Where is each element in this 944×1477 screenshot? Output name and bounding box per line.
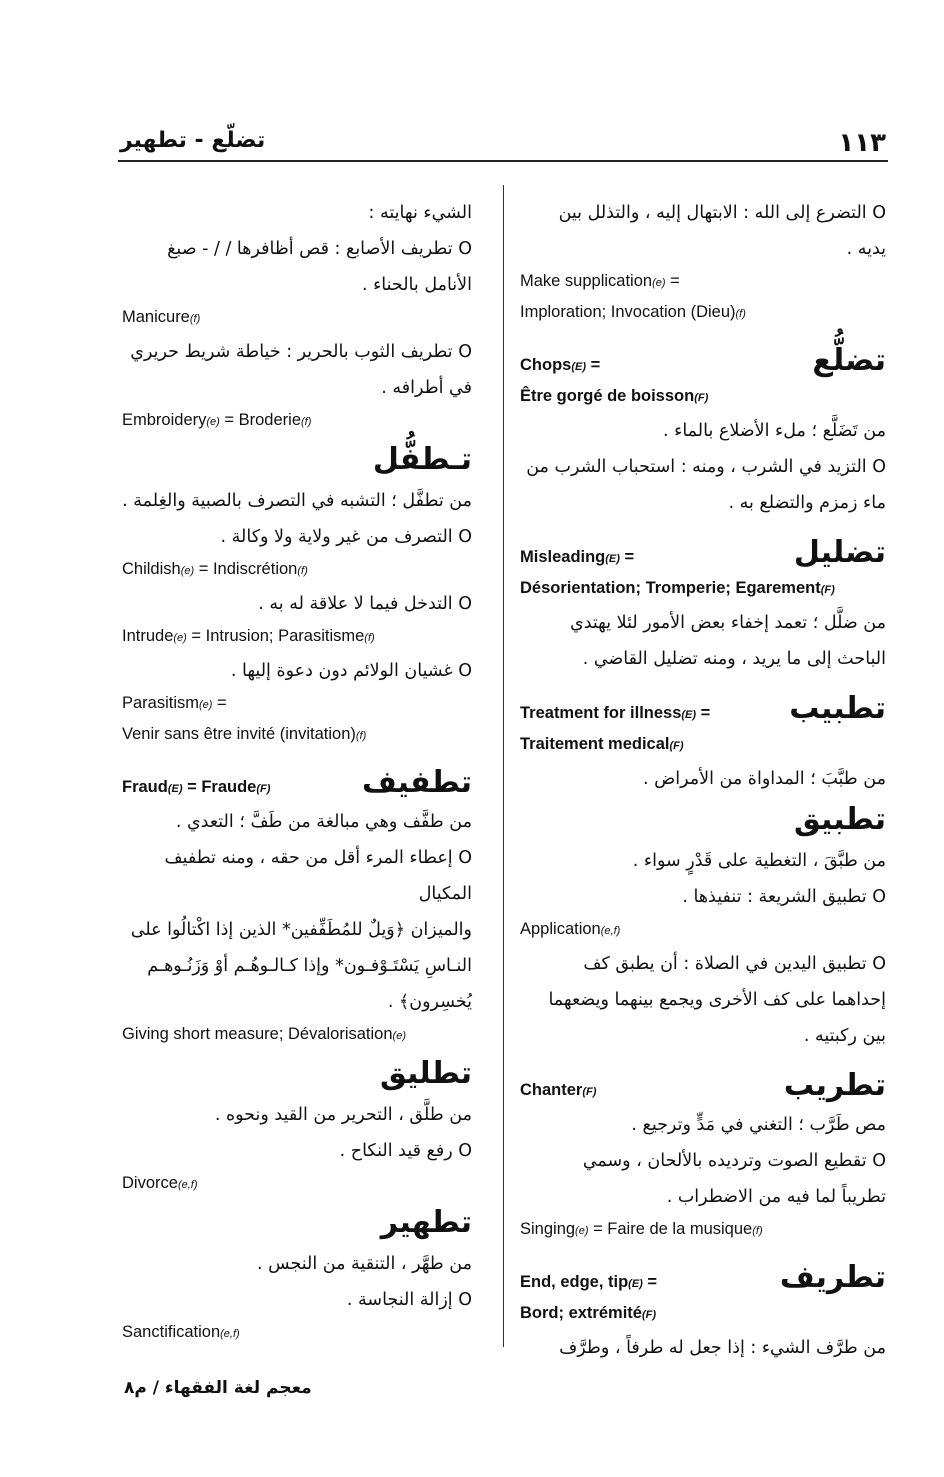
entry-text: O التدخل فيما لا علاقة له به .	[258, 594, 472, 614]
entry-text: O غشيان الولائم دون دعوة إليها .	[230, 661, 472, 681]
headword: تطبيق	[793, 802, 886, 837]
headword: تطبيب	[789, 691, 886, 726]
translation-heading: Être gorgé de boisson(F)	[520, 387, 709, 405]
entry-text: O التضرع إلى الله : الابتهال إليه ، والتذلل بين	[558, 203, 886, 223]
headword: تطريب	[783, 1068, 886, 1103]
entry-text: O تطبيق اليدين في الصلاة : أن يطبق كف	[583, 954, 886, 974]
translation: Imploration; Invocation (Dieu)(f)	[520, 303, 746, 321]
translation: Embroidery(e) = Broderie(f)	[122, 411, 312, 429]
entry-text: من تَضَلَّع ؛ ملء الأضلاع بالماء .	[662, 421, 886, 441]
entry-text: من طبَّقَ ، التغطية على قَدْرٍ سواء .	[632, 851, 886, 871]
entry-header	[520, 343, 886, 382]
entry-text: من ضلَّل ؛ تعمد إخفاء بعض الأمور لئلا يهتدي	[570, 613, 886, 633]
entry-text: والميزان ﴿وَيلٌ للمُطَفِّفين* الذين إذا اكْتالُوا على	[130, 920, 472, 940]
translation: Parasitism(e) =	[122, 694, 227, 712]
translation-heading: End, edge, tip(E) =	[520, 1273, 658, 1291]
translation-heading: Bord; extrémité(F)	[520, 1304, 656, 1322]
entry-text: الأنامل بالحناء .	[361, 275, 472, 295]
translation: Application(e,f)	[520, 920, 621, 938]
entry-text: النـاسِ يَسْتَـوْفـون* وإذا كـالـوهُـم أوْ وَزَنُـوهـم	[147, 956, 472, 976]
translation: Childish(e) = Indiscrétion(f)	[122, 560, 308, 578]
entry-text: يديه .	[846, 239, 886, 259]
translation: Divorce(e,f)	[122, 1174, 198, 1192]
translation-heading: Chops(E) =	[520, 356, 601, 374]
entry-text: إحداهما على كف الأخرى ويجمع بينهما ويضعهما	[548, 990, 886, 1010]
running-head: تضلّع - تطهير	[120, 128, 266, 153]
left-column	[122, 195, 472, 1349]
right-column	[520, 195, 886, 1366]
translation: Giving short measure; Dévalorisation(e)	[122, 1025, 406, 1043]
entry-text: من طرَّف الشيء : إذا جعل له طرفاً ، وطرَّف	[559, 1338, 886, 1358]
entry-header	[520, 535, 886, 574]
entry-text: من طهَّر ، التنقية من النجس .	[257, 1254, 472, 1274]
entry-text: O التزيد في الشرب ، ومنه : استحباب الشرب من	[526, 457, 886, 477]
page-footer: معجم لغة الفقهاء / م٨	[124, 1378, 312, 1398]
entry-text: يُخسِرون﴾ .	[387, 992, 472, 1012]
translation-heading: Treatment for illness(E) =	[520, 704, 711, 722]
entry-header	[520, 1260, 886, 1299]
entry-text: الشيء نهايته :	[368, 203, 472, 223]
entry-text: O تقطيع الصوت وترديده بالألحان ، وسمي	[582, 1151, 886, 1171]
translation-heading: Chanter(F)	[520, 1081, 597, 1099]
translation: Intrude(e) = Intrusion; Parasitisme(f)	[122, 627, 375, 645]
entry-text: مص طَرَّب ؛ التغني في مَدٍّ وترجيع .	[631, 1115, 886, 1135]
headword: تضلُّع	[812, 343, 886, 378]
translation: Singing(e) = Faire de la musique(f)	[520, 1220, 763, 1238]
entry-text: الباحث إلى ما يريد ، ومنه تضليل القاضي .	[582, 649, 886, 669]
headword: تطليق	[379, 1056, 472, 1091]
translation-heading: Traitement medical(F)	[520, 735, 684, 753]
entry-header	[520, 1068, 886, 1107]
entry-text: O رفع قيد النكاح .	[339, 1141, 472, 1161]
translation: Manicure(f)	[122, 308, 201, 326]
headword: تطريف	[779, 1260, 886, 1295]
headword: تطهير	[380, 1205, 472, 1240]
entry-text: في أطرافه .	[381, 378, 472, 398]
header-rule	[118, 160, 888, 162]
headword: تـطفُّل	[372, 442, 472, 477]
entry-text: O تطبيق الشريعة : تنفيذها .	[682, 887, 886, 907]
entry-text: O تطريف الثوب بالحرير : خياطة شريط حريري	[130, 342, 472, 362]
translation-heading: Fraud(E) = Fraude(F)	[122, 778, 271, 796]
headword: تطفيف	[361, 765, 472, 800]
entry-text: من طفَّف وهي مبالغة من طَفَّ ؛ التعدي .	[175, 812, 472, 832]
entry-text: تطريباً لما فيه من الاضطراب .	[666, 1187, 886, 1207]
entry-text: O تطريف الأصابع : قص أظافرها / / - صبغ	[167, 239, 472, 259]
entry-text: من طبَّبَ ؛ المداواة من الأمراض .	[642, 769, 886, 789]
page-number: ١١٣	[838, 128, 886, 158]
headword: تضليل	[793, 535, 886, 570]
entry-text: O إزالة النجاسة .	[346, 1290, 472, 1310]
entry-text: بين ركبتيه .	[803, 1026, 886, 1046]
entry-header	[520, 691, 886, 730]
translation: Sanctification(e,f)	[122, 1323, 240, 1341]
translation: Venir sans être invité (invitation)(f)	[122, 725, 367, 743]
column-divider	[503, 185, 504, 1347]
entry-header	[122, 765, 472, 804]
translation-heading: Désorientation; Tromperie; Egarement(F)	[520, 579, 835, 597]
translation-heading: Misleading(E) =	[520, 548, 635, 566]
entry-text: من طلَّق ، التحرير من القيد ونحوه .	[214, 1105, 472, 1125]
entry-text: O إعطاء المرء أقل من حقه ، ومنه تطفيف المكيال	[164, 848, 472, 904]
translation: Make supplication(e) =	[520, 272, 680, 290]
entry-text: O التصرف من غير ولاية ولا وكالة .	[220, 527, 472, 547]
entry-text: ماء زمزم والتضلع به .	[728, 493, 886, 513]
entry-text: من تطفَّل ؛ التشبه في التصرف بالصبية والغِلمة .	[122, 491, 472, 511]
